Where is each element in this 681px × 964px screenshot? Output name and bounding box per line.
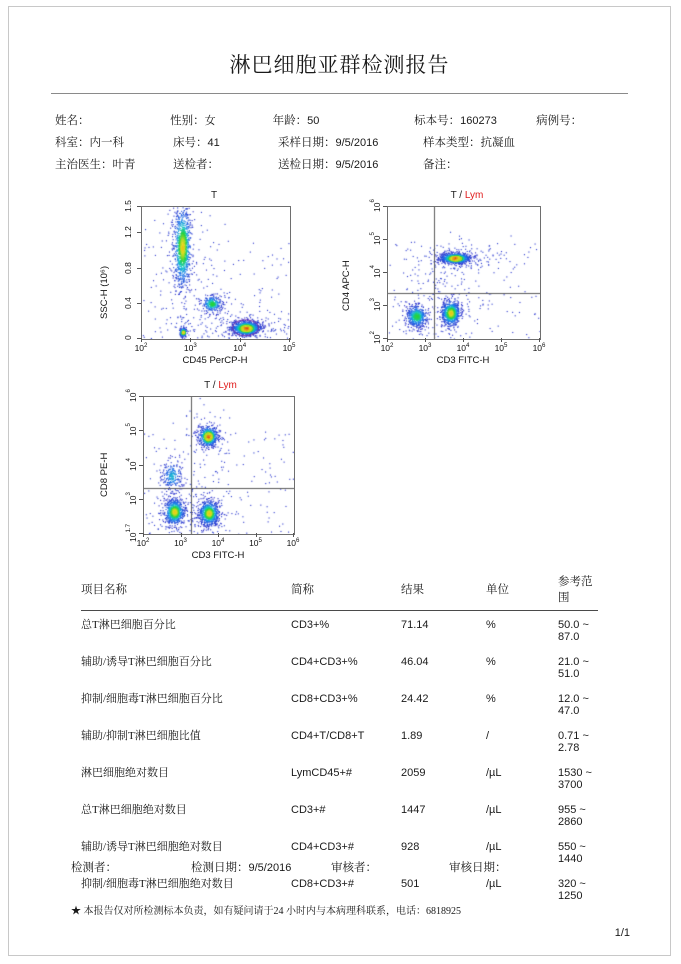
- ytick-mark: [383, 272, 387, 273]
- cell-name: 总T淋巴细胞绝对数目: [81, 804, 187, 816]
- plot-title-main: T /: [450, 190, 465, 201]
- title-divider: [51, 93, 628, 94]
- ytick-label: 0: [123, 335, 133, 341]
- plot-body-ssc-cd45: [97, 200, 302, 368]
- cell-name: 辅助/诱导T淋巴细胞绝对数目: [81, 841, 223, 853]
- field-review-date-label: 审核日期：: [449, 862, 507, 874]
- field-test-date-label: 检测日期：: [191, 862, 249, 874]
- field-department: [55, 132, 173, 154]
- cell-abbr: CD4+CD3+%: [291, 656, 358, 668]
- ytick-mark: [383, 206, 387, 207]
- plot-body-cd8-cd3: [97, 389, 312, 563]
- field-case-no-label: 病例号：: [536, 115, 583, 127]
- field-department-value: 内一科: [89, 137, 124, 149]
- report-page: [8, 6, 671, 956]
- ytick-mark: [137, 268, 141, 269]
- plot-title-cd8-cd3: [143, 380, 298, 393]
- table-row: [81, 722, 598, 759]
- col-header-range: 参考范围: [558, 570, 598, 611]
- xtick-label: $10^5$: [494, 342, 508, 353]
- xtick-mark: [539, 338, 540, 342]
- cell-unit: /µL: [486, 878, 502, 890]
- cell-result: 501: [401, 878, 420, 890]
- xtick-mark: [289, 338, 290, 342]
- plot-title-cd4-cd3: [387, 190, 547, 203]
- field-age: [273, 110, 415, 132]
- field-review-date: [449, 859, 507, 875]
- ytick-mark: [383, 305, 387, 306]
- ytick-mark: [137, 206, 141, 207]
- cell-range: 955 ~ 2860: [558, 804, 586, 828]
- cell-name: 辅助/诱导T淋巴细胞百分比: [81, 656, 212, 668]
- field-department-label: 科室：: [55, 137, 90, 149]
- cell-range: 1530 ~ 3700: [558, 767, 592, 791]
- scatter-canvas-cd8-cd3: [144, 397, 294, 534]
- cell-range: 550 ~ 1440: [558, 841, 586, 865]
- signature-row: [71, 859, 630, 875]
- field-reviewer-label: 审核者：: [331, 862, 377, 874]
- plot-title-main: T /: [204, 380, 219, 391]
- field-tester: [71, 859, 191, 875]
- field-gender-value: 女: [204, 115, 216, 127]
- cell-unit: %: [486, 619, 496, 631]
- ytick-label: 0.8: [123, 261, 133, 274]
- xtick-mark: [293, 533, 294, 537]
- ytick-mark: [139, 465, 143, 466]
- xtick-label: $10^5$: [249, 537, 262, 548]
- cell-result: 24.42: [401, 693, 429, 705]
- xaxis-label-cd45: CD45 PerCP-H: [182, 355, 248, 366]
- plot-title-main: T: [210, 190, 218, 201]
- scatter-canvas-ssc-cd45: [142, 207, 290, 339]
- ytick-mark: [137, 232, 141, 233]
- cell-abbr: CD3+%: [291, 619, 330, 631]
- plot-frame-ssc-cd45: [141, 206, 291, 340]
- field-age-label: 年龄：: [272, 115, 308, 127]
- plot-title-gate: Lym: [218, 380, 237, 391]
- cell-range: 21.0 ~ 51.0: [558, 656, 589, 680]
- scatter-plot-cd8-cd3: [97, 380, 312, 565]
- field-collect-date: [278, 132, 423, 154]
- field-sample-type-label: 样本类型：: [423, 137, 481, 149]
- cell-result: 71.14: [401, 619, 429, 631]
- patient-info-row-1: [55, 110, 624, 132]
- scatter-canvas-cd4-cd3: [388, 207, 540, 339]
- field-gender-label: 性别：: [170, 115, 205, 127]
- field-test-date-value: 9/5/2016: [248, 862, 292, 874]
- field-remark: [423, 154, 548, 176]
- cell-range: 320 ~ 1250: [558, 878, 586, 902]
- xtick-mark: [240, 338, 241, 342]
- ytick-mark: [139, 499, 143, 500]
- xtick-label: $10^3$: [183, 342, 197, 353]
- results-table: [81, 570, 598, 907]
- yaxis-label-cd8: CD8 PE-H: [99, 452, 110, 497]
- field-bed-label: 床号：: [173, 137, 208, 149]
- ytick-label: $10^6$: [369, 199, 382, 213]
- cell-abbr: CD3+#: [291, 804, 326, 816]
- yaxis-label-ssc: SSC-H (10⁶): [99, 265, 110, 319]
- xtick-mark: [256, 533, 257, 537]
- xtick-label: $10^4$: [233, 342, 247, 353]
- cell-result: 46.04: [401, 656, 429, 668]
- xtick-label: $10^5$: [282, 342, 296, 353]
- xtick-mark: [181, 533, 182, 537]
- cell-unit: %: [486, 693, 496, 705]
- star-icon: ★: [71, 906, 81, 917]
- ytick-label: $10^4$: [125, 458, 138, 471]
- cell-unit: %: [486, 656, 496, 668]
- xtick-label: $10^4$: [211, 537, 225, 548]
- field-submit-date-label: 送检日期：: [278, 159, 336, 171]
- yaxis-label-cd4: CD4 APC-H: [341, 260, 352, 311]
- plot-frame-cd8-cd3: [143, 396, 295, 535]
- cell-name: 抑制/细胞毒T淋巴细胞绝对数目: [81, 878, 234, 890]
- field-case-no: [536, 110, 624, 132]
- xtick-label: $10^6$: [532, 342, 546, 353]
- table-row: [81, 648, 598, 685]
- field-specimen-no-value: 160273: [460, 115, 497, 127]
- field-sender-label: 送检者：: [173, 159, 219, 171]
- cell-range: 50.0 ~ 87.0: [558, 619, 589, 643]
- cell-name: 辅助/抑制T淋巴细胞比值: [81, 730, 201, 742]
- xtick-mark: [141, 338, 142, 342]
- xtick-label: $10^6$: [286, 537, 300, 548]
- disclaimer: [71, 902, 461, 917]
- ytick-label: $10^2$: [369, 331, 382, 345]
- field-remark-label: 备注：: [423, 159, 458, 171]
- patient-info-row-3: [55, 154, 624, 176]
- plot-body-cd4-cd3: [339, 199, 564, 368]
- ytick-label: $10^{1.7}$: [125, 524, 138, 542]
- field-tester-label: 检测者：: [71, 862, 117, 874]
- xaxis-label-cd3-a: CD3 FITC-H: [436, 355, 490, 366]
- xtick-mark: [425, 338, 426, 342]
- cell-unit: /µL: [486, 841, 502, 853]
- cell-range: 12.0 ~ 47.0: [558, 693, 589, 717]
- field-specimen-no-label: 标本号：: [414, 115, 461, 127]
- table-header-row: [81, 570, 598, 611]
- cell-unit: /µL: [486, 804, 502, 816]
- field-collect-date-label: 采样日期：: [278, 137, 336, 149]
- ytick-label: $10^6$: [125, 389, 138, 403]
- field-gender: [170, 110, 272, 132]
- ytick-mark: [137, 303, 141, 304]
- ytick-label: $10^3$: [369, 298, 382, 312]
- ytick-mark: [383, 239, 387, 240]
- field-bed: [173, 132, 278, 154]
- plot-frame-cd4-cd3: [387, 206, 541, 340]
- cell-abbr: CD8+CD3+%: [291, 693, 358, 705]
- ytick-label: 0.4: [123, 296, 133, 309]
- xtick-label: $10^2$: [134, 342, 148, 353]
- plot-title-gate: Lym: [464, 190, 484, 201]
- patient-info: [55, 110, 624, 176]
- table-row: [81, 796, 598, 833]
- field-doctor: [55, 154, 173, 176]
- col-header-abbr: 简称: [291, 570, 401, 611]
- xtick-mark: [143, 533, 144, 537]
- patient-info-row-2: [55, 132, 624, 154]
- field-test-date: [191, 859, 331, 875]
- xtick-mark: [463, 338, 464, 342]
- field-bed-value: 41: [207, 137, 220, 149]
- cell-result: 2059: [401, 767, 426, 779]
- field-submit-date: [278, 154, 423, 176]
- table-row: [81, 611, 598, 649]
- table-row: [81, 759, 598, 796]
- field-sample-type-value: 抗凝血: [480, 137, 515, 149]
- ytick-mark: [139, 430, 143, 431]
- xtick-label: $10^2$: [380, 342, 394, 353]
- cell-name: 抑制/细胞毒T淋巴细胞百分比: [81, 693, 223, 705]
- scatter-plot-cd4-cd3: [339, 190, 564, 370]
- col-header-result: 结果: [401, 570, 486, 611]
- xtick-label: $10^3$: [174, 537, 187, 548]
- flow-cytometry-plots: [9, 190, 670, 570]
- xtick-label: $10^3$: [418, 342, 432, 353]
- field-name-label: 姓名：: [55, 115, 90, 127]
- field-submit-date-value: 9/5/2016: [335, 159, 379, 171]
- ytick-mark: [139, 396, 143, 397]
- field-sample-type: [423, 132, 548, 154]
- xtick-mark: [387, 338, 388, 342]
- scatter-plot-ssc-cd45: [97, 190, 302, 370]
- field-age-value: 50: [307, 115, 320, 127]
- field-name: [55, 110, 170, 132]
- page-number: 1/1: [614, 927, 630, 939]
- cell-unit: /: [486, 730, 490, 742]
- col-header-name: 项目名称: [81, 570, 291, 611]
- cell-result: 1447: [401, 804, 426, 816]
- page-title: 淋巴细胞亚群检测报告: [229, 53, 450, 77]
- cell-range: 0.71 ~ 2.78: [558, 730, 589, 754]
- col-header-unit: 单位: [486, 570, 558, 611]
- xtick-mark: [218, 533, 219, 537]
- xaxis-label-cd3-b: CD3 FITC-H: [191, 550, 245, 561]
- cell-name: 淋巴细胞绝对数目: [81, 767, 169, 779]
- cell-unit: /µL: [486, 767, 502, 779]
- field-doctor-label: 主治医生：: [55, 159, 113, 171]
- ytick-label: 1.5: [123, 200, 133, 212]
- ytick-label: $10^5$: [369, 232, 382, 246]
- cell-abbr: CD8+CD3+#: [291, 878, 354, 890]
- cell-abbr: LymCD45+#: [291, 767, 353, 779]
- results-section: [81, 570, 598, 907]
- field-collect-date-value: 9/5/2016: [335, 137, 379, 149]
- ytick-label: $10^3$: [125, 492, 138, 506]
- field-doctor-value: 叶青: [112, 159, 136, 171]
- xtick-mark: [501, 338, 502, 342]
- xtick-label: $10^2$: [136, 537, 150, 548]
- table-row: [81, 685, 598, 722]
- xtick-mark: [190, 338, 191, 342]
- ytick-label: $10^5$: [125, 423, 138, 437]
- ytick-label: $10^4$: [369, 265, 382, 279]
- plot-title-ssc-cd45: [139, 190, 289, 203]
- field-sender: [173, 154, 278, 176]
- cell-name: 总T淋巴细胞百分比: [81, 619, 176, 631]
- ytick-label: 1.2: [123, 226, 133, 239]
- cell-abbr: CD4+CD3+#: [291, 841, 354, 853]
- cell-result: 1.89: [401, 730, 423, 742]
- xtick-label: $10^4$: [456, 342, 470, 353]
- field-reviewer: [331, 859, 449, 875]
- disclaimer-text: 本报告仅对所检测标本负责，如有疑问请于24 小时内与本病理科联系，电话：6818925: [83, 906, 461, 917]
- cell-abbr: CD4+T/CD8+T: [291, 730, 365, 742]
- field-specimen-no: [414, 110, 536, 132]
- cell-result: 928: [401, 841, 420, 853]
